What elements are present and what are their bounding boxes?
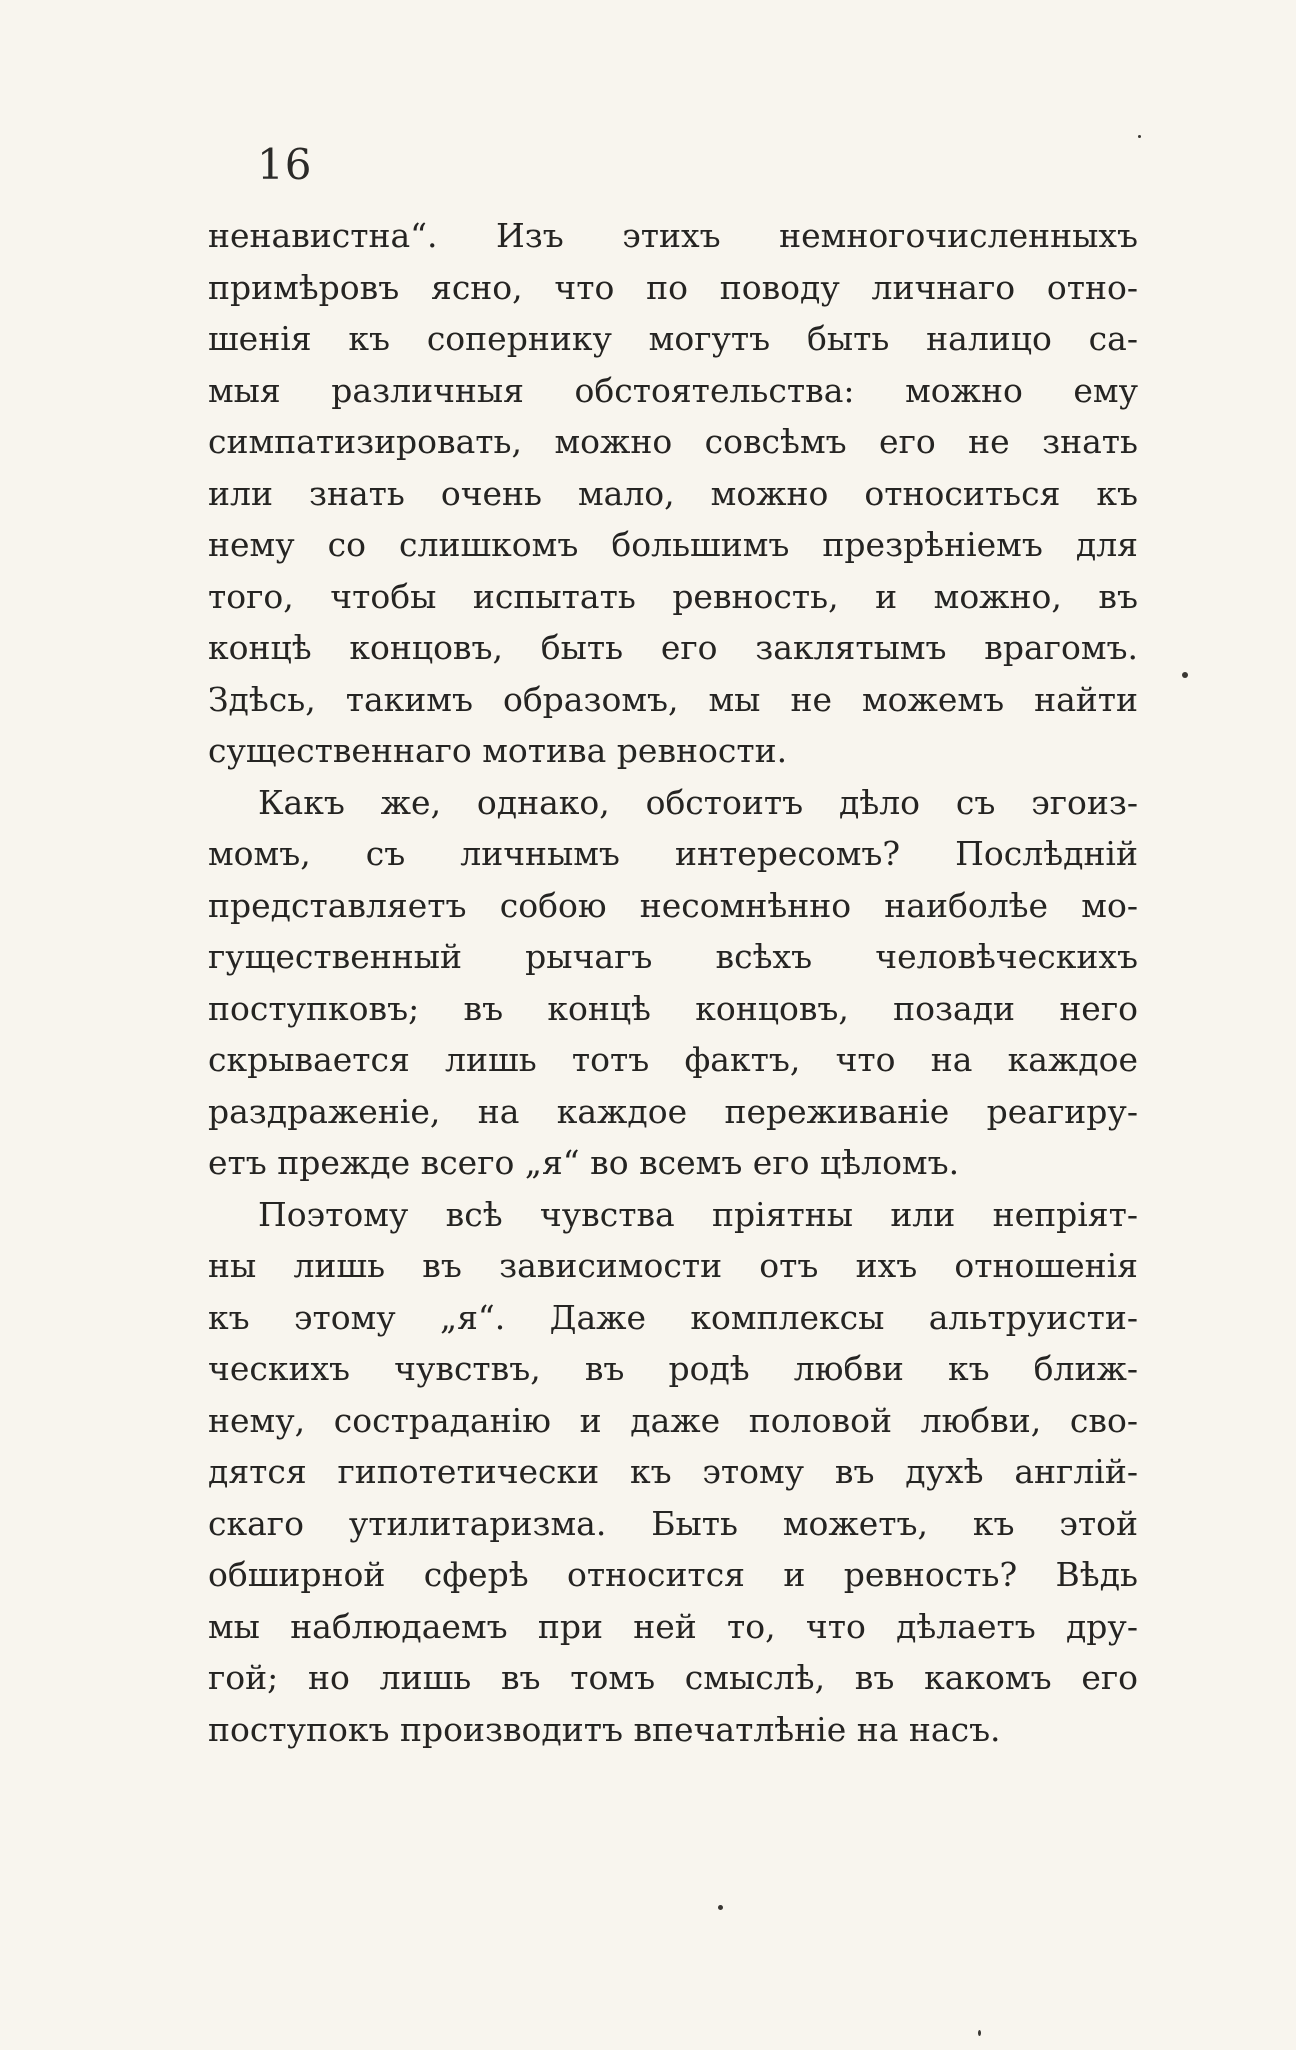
text-line: примѣровъ ясно, что по поводу личнаго отно- [208, 267, 1138, 307]
text-line: или знать очень мало, можно относиться къ [208, 473, 1138, 513]
text-line: дятся гипотетически къ этому въ духѣ англій- [208, 1452, 1138, 1491]
text-line: мы наблюдаемъ при ней то, что дѣлаетъ дру- [208, 1606, 1138, 1646]
ink-speck [718, 1905, 723, 1910]
text-line: гущественный рычагъ всѣхъ человѣческихъ [208, 937, 1138, 976]
text-line: симпатизировать, можно совсѣмъ его не знать [208, 422, 1138, 461]
text-line: скаго утилитаризма. Быть можетъ, къ этой [208, 1503, 1138, 1543]
text-line: момъ, съ личнымъ интересомъ? Послѣдній [208, 834, 1138, 873]
text-line: нему, состраданію и даже половой любви, сво- [208, 1400, 1138, 1440]
text-line: етъ прежде всего „я“ во всемъ его цѣломъ. [208, 1143, 960, 1182]
text-line: Здѣсь, такимъ образомъ, мы не можемъ найти [208, 679, 1138, 719]
text-line: концѣ концовъ, быть его заклятымъ врагомъ. [208, 628, 1138, 667]
text-line: существеннаго мотива ревности. [208, 731, 788, 770]
page-number: 16 [257, 140, 313, 189]
text-line: гой; но лишь въ томъ смыслѣ, въ какомъ его [208, 1658, 1138, 1697]
text-line: представляетъ собою несомнѣнно наиболѣе мо- [208, 885, 1138, 925]
text-line: поступокъ производитъ впечатлѣніе на насъ. [208, 1709, 1001, 1749]
ink-speck [1182, 672, 1188, 678]
ink-speck [978, 2030, 981, 2036]
text-line: ческихъ чувствъ, въ родѣ любви къ ближ- [208, 1349, 1138, 1388]
text-line: шенія къ сопернику могутъ быть налицо са- [208, 319, 1138, 358]
text-line: мыя различныя обстоятельства: можно ему [208, 370, 1138, 410]
paragraph-start-line: Поэтому всѣ чувства пріятны или непріят- [258, 1194, 1138, 1234]
ink-speck [1138, 135, 1141, 138]
text-line: раздраженіе, на каждое переживаніе реагиру- [208, 1091, 1138, 1131]
text-line: ненавистна“. Изъ этихъ немногочисленныхъ [208, 216, 1138, 255]
text-line: того, чтобы испытать ревность, и можно, въ [208, 576, 1138, 616]
text-line: скрывается лишь тотъ фактъ, что на каждое [208, 1040, 1138, 1079]
text-line: обширной сферѣ относится и ревность? Вѣдь [208, 1555, 1138, 1594]
body-text [208, 210, 1138, 1755]
text-line: къ этому „я“. Даже комплексы альтруисти- [208, 1297, 1138, 1337]
paragraph-start-line: Какъ же, однако, обстоитъ дѣло съ эгоиз- [258, 782, 1138, 822]
text-line: ны лишь въ зависимости отъ ихъ отношенія [208, 1246, 1138, 1285]
text-line: поступковъ; въ концѣ концовъ, позади него [208, 988, 1138, 1028]
text-line: нему со слишкомъ большимъ презрѣніемъ для [208, 525, 1138, 564]
